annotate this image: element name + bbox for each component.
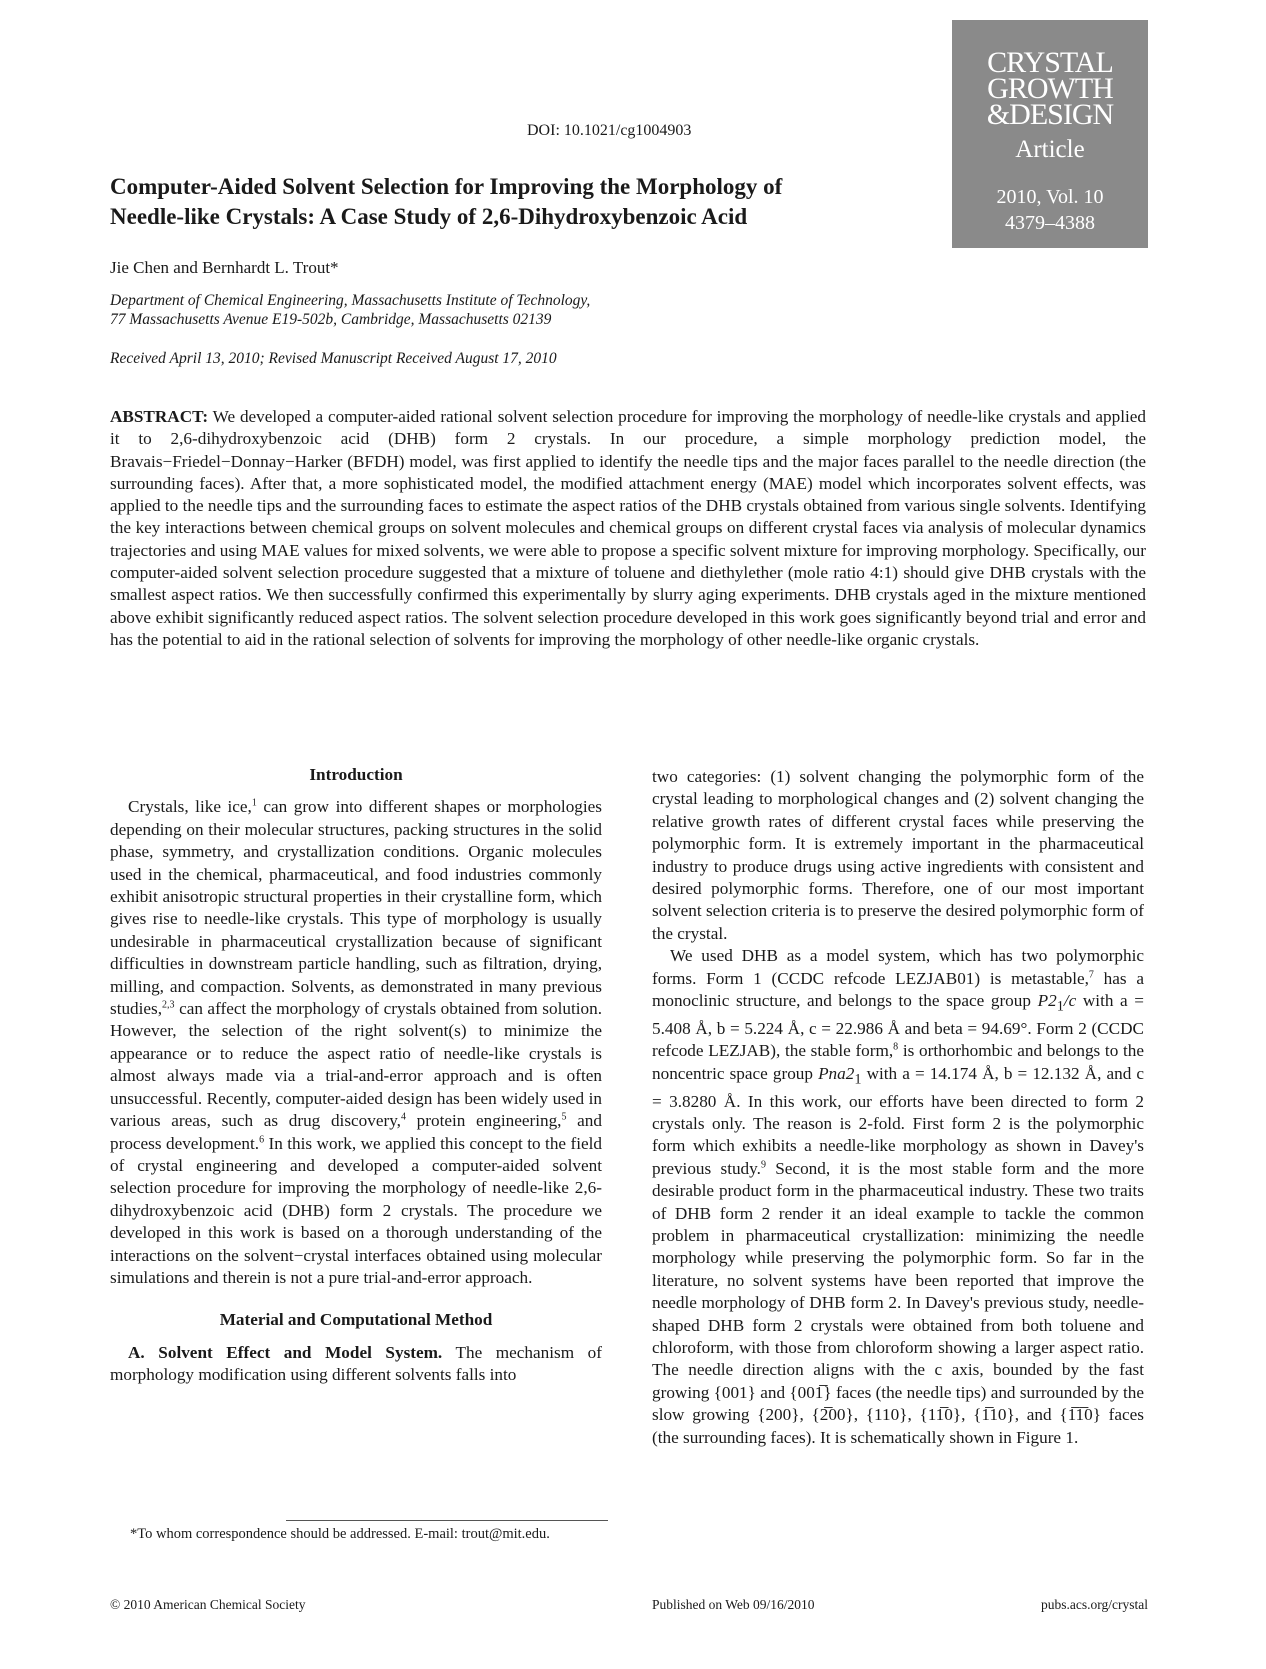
section-heading-introduction: Introduction xyxy=(309,765,403,784)
article-title xyxy=(110,172,870,232)
page-range: 4379–4388 xyxy=(1005,212,1095,234)
year-volume: 2010, Vol. 10 xyxy=(996,186,1104,208)
space-group: Pna2 xyxy=(818,1063,855,1083)
published-date: Published on Web 09/16/2010 xyxy=(652,1597,815,1612)
right-column xyxy=(652,766,1144,1449)
citation-ref[interactable]: 8 xyxy=(893,1041,899,1053)
brand-line-3: &DESIGN xyxy=(986,98,1114,131)
text-run: with a = 5.408 Å, b = 5.224 Å, c = 22.986 Å and beta = 94.69°. Form 2 (CCDC refcode LEZJAB), the stable form, xyxy=(652,991,1144,1061)
space-group: P2 xyxy=(1037,991,1057,1011)
text-run: can grow into different shapes or morphologies depending on their molecular structures, packing structures in the solid phase, symmetry, and crystallization conditions. Organic molecules used in the chemical, pharmaceutical, and food industries commonly exhibit anisotropic structural properties in their crystalline form, which gives rise to needle-like crystals. This type of morphology is usually undesirable in pharmaceutical crystallization because of significant difficulties in downstream particle handling, such as filtration, drying, milling, and compaction. Solvents, as demonstrated in many previous studies, xyxy=(110,797,602,1019)
journal-brand xyxy=(952,46,1148,131)
journal-url[interactable]: pubs.acs.org/crystal xyxy=(1041,1597,1148,1612)
methods-paragraph-start xyxy=(110,1342,602,1387)
affiliation-line-2: 77 Massachusetts Avenue E19-502b, Cambridge, Massachusetts 02139 xyxy=(110,311,552,328)
abstract-label: ABSTRACT: xyxy=(110,407,209,426)
text-run: Second, it is the most stable form and the more desirable product form in the pharmaceutical industry. These two traits of DHB form 2 render it an ideal example to tackle the common problem in pharmaceutical crystallization: minimizing the needle morphology while preserving the polymorphic form. So far in the literature, no solvent systems have been reported that improve the needle morphology of DHB form 2. In Davey's previous study, needle-shaped DHB form 2 crystals were obtained from both toluene and chloroform, with those from chloroform showing a larger aspect ratio. The needle direction aligns with the c axis, bounded by the fast growing {001} and {001̅} faces (the needle tips) and surrounded by the slow growing {200}, {2̅00}, {110}, {11̅0}, {1̅10}, and {1̅1̅0} faces (the surrounding faces). It is schematically shown in Figure 1. xyxy=(652,1158,1144,1447)
text-run: with a = 14.174 Å, b = 12.132 Å, and c = 3.8280 Å. In this work, our efforts have been directed to form 2 crystals only. The reason is 2-fold. First form 2 is the polymorphic form which exhibits a needle-like morphology as shown in Davey's previous study. xyxy=(652,1063,1144,1178)
text-run: In this work, we applied this concept to the field of crystal engineering and developed a computer-aided solvent selection procedure for improving the morphology of needle-like 2,6-dihydroxybenzoic acid (DHB) form 2 crystals. The procedure we developed in this work is based on a thorough understanding of the interactions on the solvent−crystal interfaces obtained using molecular simulations and therein is not a pure trial-and-error approach. xyxy=(110,1133,602,1287)
space-group-subscript: 1 xyxy=(854,1071,862,1088)
intro-paragraph xyxy=(110,796,602,1289)
text-run: The mechanism of morphology modification using different solvents falls into xyxy=(110,1342,602,1385)
text-run: has a monoclinic structure, and belongs to the space group xyxy=(652,968,1144,1011)
space-group-suffix: /c xyxy=(1063,991,1077,1011)
citation-ref[interactable]: 1 xyxy=(251,797,257,809)
authors: Jie Chen and Bernhardt L. Trout* xyxy=(110,258,339,277)
citation-ref[interactable]: 9 xyxy=(760,1159,766,1171)
model-system-paragraph xyxy=(652,945,1144,1449)
abstract xyxy=(110,406,1146,651)
left-column xyxy=(110,764,602,1387)
footnote-divider xyxy=(286,1520,608,1521)
copyright: © 2010 American Chemical Society xyxy=(110,1597,306,1612)
article-type: Article xyxy=(1015,136,1085,163)
correspondence-footnote: *To whom correspondence should be addressed. E-mail: trout@mit.edu. xyxy=(130,1526,550,1542)
text-run: We used DHB as a model system, which has two polymorphic forms. Form 1 (CCDC refcode LEZJAB01) is metastable, xyxy=(652,946,1144,988)
journal-volume xyxy=(952,184,1148,236)
affiliation-line-1: Department of Chemical Engineering, Massachusetts Institute of Technology, xyxy=(110,292,591,309)
citation-ref[interactable]: 6 xyxy=(259,1133,265,1145)
space-group-subscript: 1 xyxy=(1056,998,1064,1015)
text-run: is orthorhombic and belongs to the noncentric space group xyxy=(652,1041,1144,1083)
text-run: protein engineering, xyxy=(405,1111,562,1131)
title-line-2: Needle-like Crystals: A Case Study of 2,6-Dihydroxybenzoic Acid xyxy=(110,204,748,229)
text-run: and process development. xyxy=(110,1111,602,1153)
citation-ref[interactable]: 2,3 xyxy=(162,999,175,1011)
received-dates: Received April 13, 2010; Revised Manuscript Received August 17, 2010 xyxy=(110,350,557,367)
text-run: can affect the morphology of crystals obtained from solution. However, the selection of the right solvent(s) to minimize the appearance or to reduce the aspect ratio of needle-like crystals is almost always made via a trial-and-error approach and is often unsuccessful. Recently, computer-aided design has been widely used in various areas, such as drug discovery, xyxy=(110,999,602,1131)
journal-badge xyxy=(952,20,1148,248)
abstract-text: We developed a computer-aided rational solvent selection procedure for improving the morphology of needle-like crystals and applied it to 2,6-dihydroxybenzoic acid (DHB) form 2 crystals. In our procedure, a simple morphology prediction model, the Bravais−Friedel−Donnay−Harker (BFDH) model, was first applied to identify the needle tips and the major faces parallel to the needle direction (the surrounding faces). After that, a more sophisticated model, the modified attachment energy (MAE) model which incorporates solvent effects, was applied to the needle tips and the surrounding faces to estimate the aspect ratios of the DHB crystals obtained from various single solvents. Identifying the key interactions between chemical groups on solvent molecules and chemical groups on different crystal faces via analysis of molecular dynamics trajectories and using MAE values for mixed solvents, we were able to propose a specific solvent mixture for improving morphology. Specifically, our computer-aided solvent selection procedure suggested that a mixture of toluene and diethylether (mole ratio 4:1) should give DHB crystals with the smallest aspect ratios. We then successfully confirmed this experimentally by slurry aging experiments. DHB crystals aged in the mixture mentioned above exhibit significantly reduced aspect ratios. The solvent selection procedure developed in this work goes significantly beyond trial and error and has the potential to aid in the rational selection of solvents for improving the morphology of other needle-like organic crystals. xyxy=(110,407,1146,649)
methods-paragraph-continued: two categories: (1) solvent changing the polymorphic form of the crystal leading to morphological changes and (2) solvent changing the relative growth rates of different crystal faces while preserving the polymorphic form. It is extremely important in the pharmaceutical industry to produce drugs using active ingredients with consistent and desired polymorphic forms. Therefore, one of our most important solvent selection criteria is to preserve the desired polymorphic form of the crystal. xyxy=(652,767,1144,943)
citation-ref[interactable]: 4 xyxy=(400,1111,406,1123)
citation-ref[interactable]: 7 xyxy=(1088,968,1094,980)
brand-line-2: GROWTH xyxy=(987,72,1113,105)
text-run: Crystals, like ice, xyxy=(128,797,252,817)
citation-ref[interactable]: 5 xyxy=(561,1111,567,1123)
doi[interactable]: DOI: 10.1021/cg1004903 xyxy=(527,122,692,139)
affiliation xyxy=(110,291,850,329)
subsection-heading: A. Solvent Effect and Model System. xyxy=(128,1342,443,1362)
section-heading-methods: Material and Computational Method xyxy=(219,1310,493,1330)
title-line-1: Computer-Aided Solvent Selection for Improving the Morphology of xyxy=(110,174,783,199)
brand-line-1: CRYSTAL xyxy=(987,46,1113,79)
